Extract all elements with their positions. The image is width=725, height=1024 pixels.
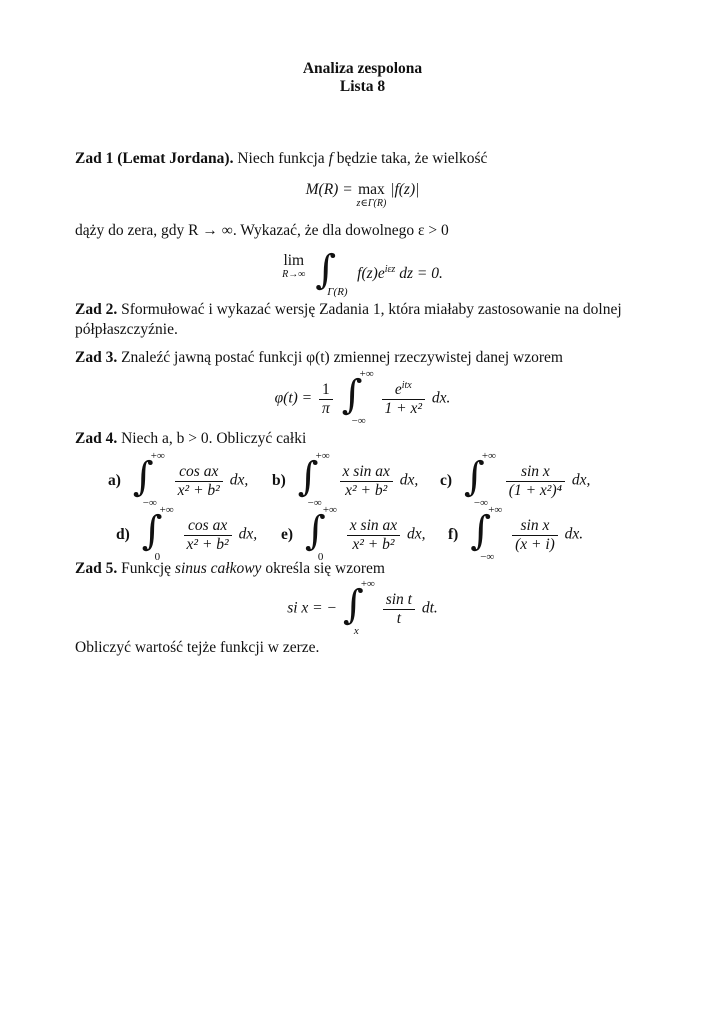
problem-1-text-2: będzie taka, że wielkość — [336, 150, 488, 167]
list-title: Lista 8 — [339, 78, 386, 95]
formula-sine-integral: si x = − ∫ +∞ x $\frac{\text{sin t}}{t}$ dt. — [287, 578, 438, 637]
integral-a: a) ∫ +∞ −∞ $\frac{\text{cos ax}}{\text{x² + b²}}$ dx, — [108, 450, 249, 509]
problem-4-statement — [75, 429, 650, 449]
problem-1-condition: dąży do zera, gdy R → ∞. Wykazać, że dla dowolnego ε > 0 — [75, 222, 449, 239]
problem-1-label: Zad 1 (Lemat Jordana). — [75, 150, 234, 167]
course-title: Analiza zespolona — [302, 60, 423, 77]
problem-5-text-after: określa się wzorem — [265, 560, 385, 577]
problem-1-text: Niech funkcja — [237, 150, 325, 167]
problem-2-text: Sformułować i wykazać wersję Zadania 1, która miałaby zastosowanie na dolnej półpłaszczyźnie. — [75, 301, 622, 339]
problem-1-statement — [75, 149, 650, 169]
formula-phi: φ(t) = $\frac{1}{\pi}$ ∫ +∞ −∞ $\frac{e^{itx}}{\text{1 + x²}}$ dx. — [274, 368, 451, 427]
problem-2-label: Zad 2. — [75, 301, 118, 318]
integral-b: b) ∫ +∞ −∞ $\frac{\text{x sin ax}}{\text{x² + b²}}$ dx, — [272, 450, 419, 509]
problem-2-statement — [75, 300, 650, 340]
problem-4-label: Zad 4. — [75, 430, 118, 447]
integral-sign: ∫ Γ(R) — [315, 247, 348, 298]
problem-5-label: Zad 5. — [75, 560, 118, 577]
problem-3-statement — [75, 348, 650, 368]
integral-sign: ∫ +∞ x — [342, 578, 375, 637]
integral-f: f) ∫ +∞ −∞ $\frac{\text{sin x}}{(x + i)}$ dx. — [448, 504, 584, 563]
formula-jordan-limit: lim R→∞ ∫ Γ(R) $f(z)e^{i\varepsilon z}$ dz = 0. — [282, 247, 443, 298]
problem-1-symbol: f — [328, 150, 333, 167]
problem-3-label: Zad 3. — [75, 349, 118, 366]
problem-5-text: Funkcję — [121, 560, 172, 577]
integral-sign: ∫ +∞ −∞ — [341, 368, 374, 427]
integral-c: c) ∫ +∞ −∞ $\frac{\text{sin x}}{\text{(1 + x²)⁴}}$ dx, — [440, 450, 591, 509]
problem-4-text: Niech a, b > 0. Obliczyć całki — [121, 430, 307, 447]
integral-e: e) ∫ +∞ 0 $\frac{\text{x sin ax}}{\text{x² + b²}}$ dx, — [281, 504, 426, 563]
formula-max-modulus: M(R) = max z∈Γ(R) |f(z)| — [305, 181, 420, 210]
problem-5-question: Obliczyć wartość tejże funkcji w zerze. — [75, 639, 320, 656]
integral-d: d) ∫ +∞ 0 $\frac{\text{cos ax}}{\text{x² + b²}}$ dx, — [116, 504, 258, 563]
problem-5-term: sinus całkowy — [174, 560, 262, 577]
problem-3-text: Znaleźć jawną postać funkcji φ(t) zmiennej rzeczywistej danej wzorem — [121, 349, 563, 366]
